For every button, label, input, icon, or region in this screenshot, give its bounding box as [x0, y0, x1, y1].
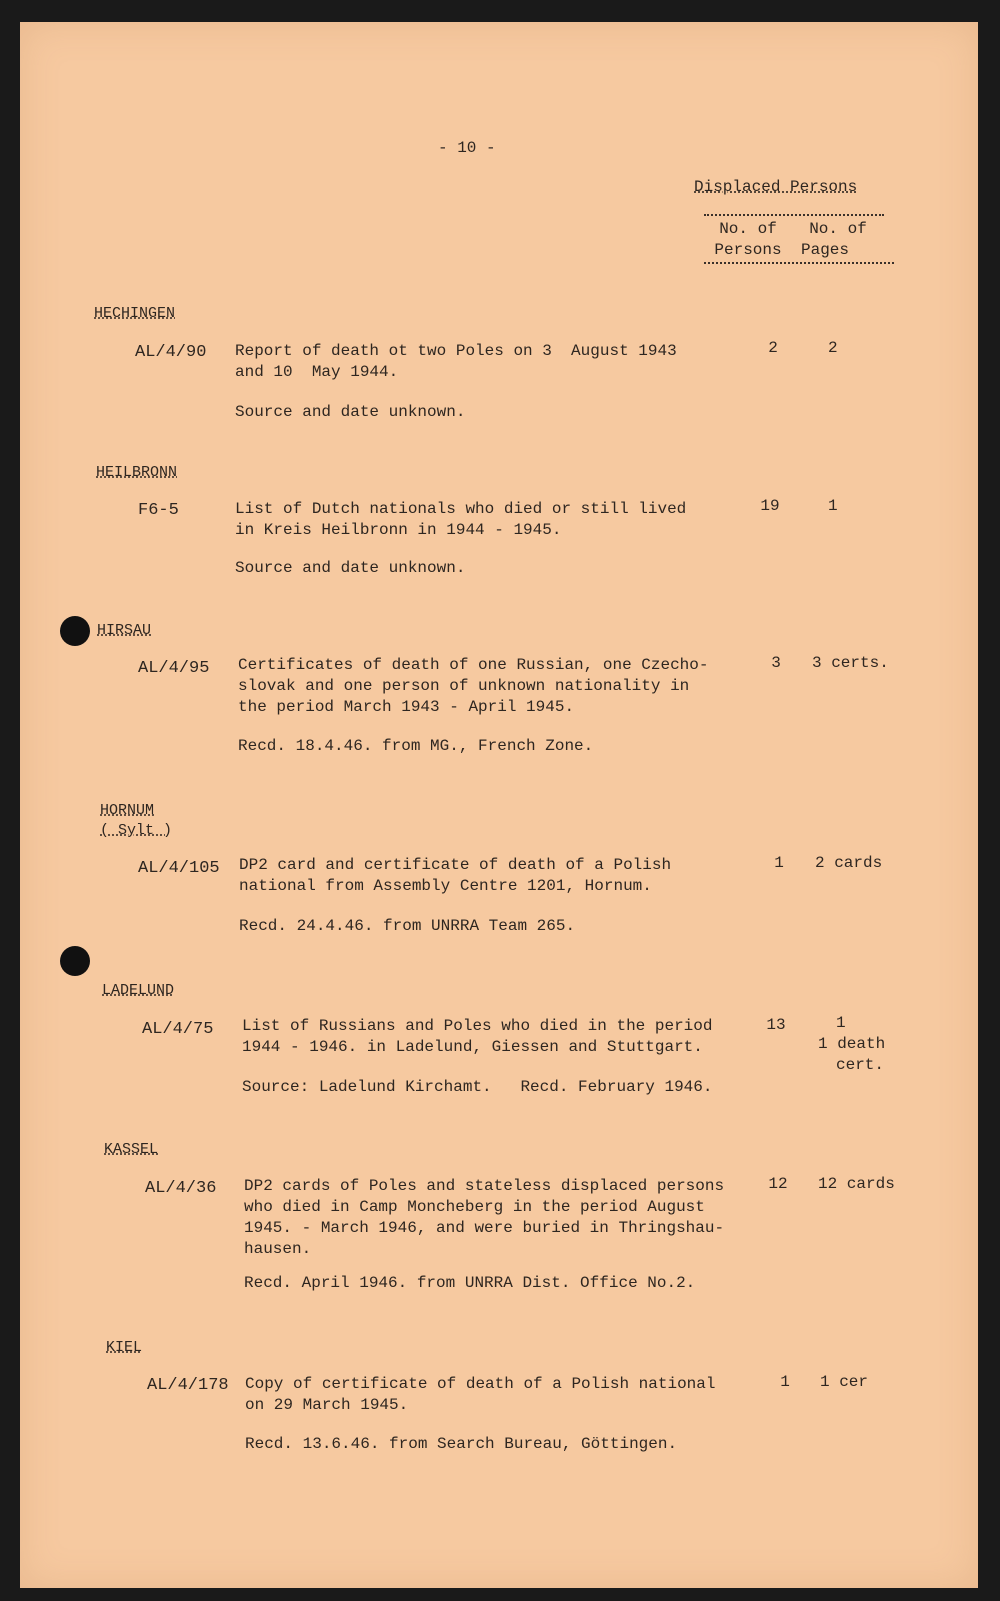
persons-header-line1: No. of [719, 220, 777, 238]
pages-count: 2 cards [815, 854, 883, 872]
entry-description-line: Certificates of death of one Russian, one Czecho- [238, 656, 709, 674]
pages-count: 1 cer [820, 1373, 869, 1391]
reference-number: F6-5 [138, 501, 179, 520]
entry-description-line: 1944 - 1946. in Ladelund, Giessen and Stuttgart. [242, 1038, 703, 1056]
pages-header-line2: Pages [800, 241, 849, 259]
entry-description-line: the period March 1943 - April 1945. [238, 698, 575, 716]
entry-description-line: Report of death ot two Poles on 3 August 1943 [235, 342, 677, 360]
persons-count: 12 [768, 1175, 788, 1193]
header-rule-bottom [704, 262, 894, 264]
entry-note: Recd. 13.6.46. from Search Bureau, Göttingen. [245, 1435, 678, 1453]
reference-number: AL/4/95 [138, 659, 210, 678]
entry-description-line: national from Assembly Centre 1201, Hornum. [239, 877, 652, 895]
persons-count: 3 [771, 654, 781, 672]
persons-count: 2 [768, 339, 778, 357]
pages-count: 3 certs. [812, 654, 889, 672]
entry-note: Source and date unknown. [235, 559, 466, 577]
pages-count: 1 [836, 1014, 846, 1032]
section-hechingen: HECHINGEN [94, 305, 176, 322]
pages-count: 2 [828, 339, 838, 357]
pages-count: 1 [828, 497, 838, 515]
entry-description-line: List of Russians and Poles who died in the period [242, 1017, 713, 1035]
entry-note: Recd. 18.4.46. from MG., French Zone. [238, 737, 594, 755]
reference-number: AL/4/178 [147, 1376, 229, 1395]
entry-description-line: in Kreis Heilbronn in 1944 - 1945. [235, 521, 562, 539]
entry-description-line: List of Dutch nationals who died or still lived [235, 500, 687, 518]
header-rule-top [704, 214, 884, 216]
persons-count: 13 [766, 1016, 786, 1034]
column-group-title: Displaced Persons [694, 178, 858, 196]
pages-count: cert. [836, 1056, 885, 1074]
section-hirsau: HIRSAU [97, 622, 152, 639]
section-heilbronn: HEILBRONN [96, 464, 178, 481]
pages-count: 12 cards [818, 1175, 895, 1193]
reference-number: AL/4/105 [138, 859, 220, 878]
persons-count: 1 [774, 854, 784, 872]
punch-hole-bottom [60, 946, 90, 976]
section-hornum: HORNUM [100, 802, 155, 819]
section-hornum-subtitle: ( Sylt ) [100, 822, 173, 839]
entry-description-line: slovak and one person of unknown nationality in [238, 677, 690, 695]
reference-number: AL/4/90 [135, 343, 207, 362]
entry-note: Source: Ladelund Kirchamt. Recd. February 1946. [242, 1078, 713, 1096]
entry-description-line: DP2 cards of Poles and stateless displaced persons [244, 1177, 725, 1195]
persons-header-line2: Persons [714, 241, 782, 259]
persons-count: 1 [780, 1373, 790, 1391]
punch-hole-top [60, 616, 90, 646]
section-ladelund: LADELUND [102, 982, 175, 999]
section-kiel: KIEL [106, 1339, 143, 1356]
pages-count: 1 death [818, 1035, 886, 1053]
section-kassel: KASSEL [104, 1141, 159, 1158]
reference-number: AL/4/75 [142, 1020, 214, 1039]
entry-note: Source and date unknown. [235, 403, 466, 421]
entry-note: Recd. April 1946. from UNRRA Dist. Office No.2. [244, 1274, 696, 1292]
pages-header-line1: No. of [809, 220, 867, 238]
entry-description-line: and 10 May 1944. [235, 363, 399, 381]
entry-description-line: hausen. [244, 1240, 312, 1258]
entry-description-line: Copy of certificate of death of a Polish national [245, 1375, 716, 1393]
entry-description-line: DP2 card and certificate of death of a Polish [239, 856, 672, 874]
entry-note: Recd. 24.4.46. from UNRRA Team 265. [239, 917, 576, 935]
entry-description-line: 1945. - March 1946, and were buried in Thringshau- [244, 1219, 725, 1237]
entry-description-line: who died in Camp Moncheberg in the period August [244, 1198, 705, 1216]
entry-description-line: on 29 March 1945. [245, 1396, 409, 1414]
page-number: - 10 - [438, 139, 496, 157]
reference-number: AL/4/36 [145, 1179, 217, 1198]
persons-count: 19 [760, 497, 780, 515]
